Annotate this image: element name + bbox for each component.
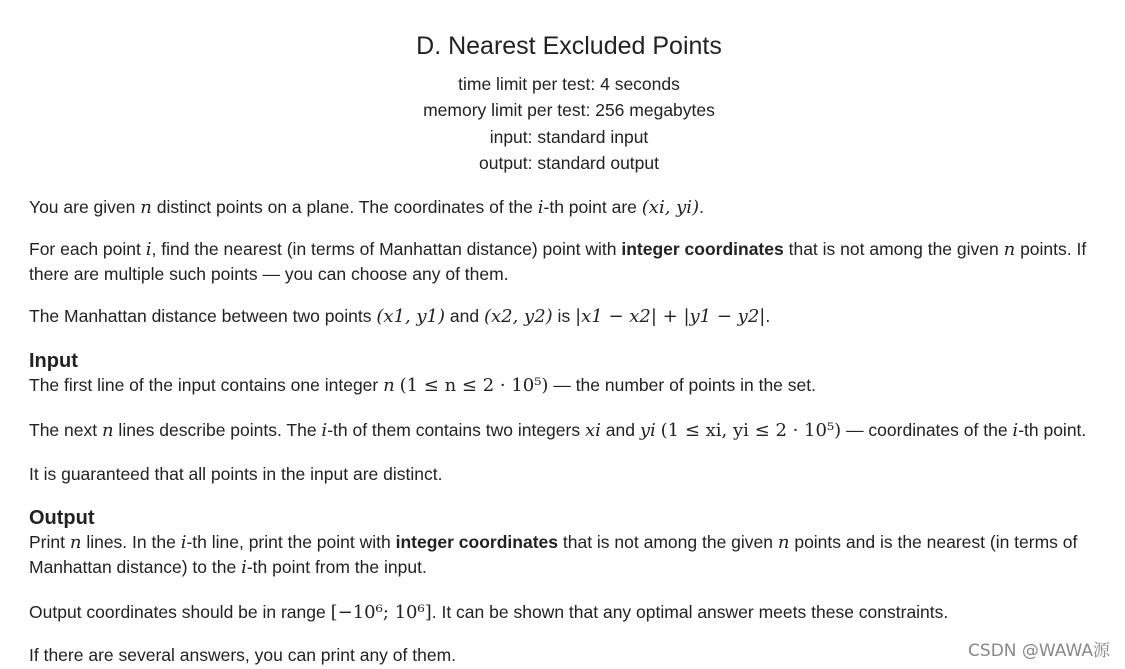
output-paragraph-1: Print n lines. In the i-th line, print the point with integer coordinates that is not among the given n points and is the nearest (in terms of Manhattan distance) to the i-th point from the input. xyxy=(29,532,1078,579)
input-paragraph-2: The next n lines describe points. The i-th of them contains two integers xi and yi (1 ≤ xi, yi ≤ 2 · 10⁵) — coordinates of the i-th point. xyxy=(29,420,1087,442)
statement-paragraph-3: The Manhattan distance between two points (x1, y1) and (x2, y2) is |x1 − x2| + |y1 − y2|. xyxy=(29,306,771,328)
math-xi: xi xyxy=(584,420,601,442)
math-n: n xyxy=(777,532,790,554)
problem-limits xyxy=(29,71,1109,176)
math-n: n xyxy=(69,532,82,554)
input-file: input: standard input xyxy=(489,126,649,147)
input-paragraph-1: The first line of the input contains one integer n (1 ≤ n ≤ 2 · 10⁵) — the number of points in the set. xyxy=(29,375,816,397)
bold-integer-coordinates: integer coordinates xyxy=(621,239,784,260)
math-manhattan-formula: |x1 − x2| + |y1 − y2| xyxy=(575,306,766,328)
math-n: n xyxy=(383,375,395,397)
math-point-2: (x2, y2) xyxy=(483,306,553,328)
math-n: n xyxy=(101,420,114,442)
output-heading: Output xyxy=(29,507,95,530)
statement-paragraph-1: You are given n distinct points on a plane. The coordinates of the i-th point are (xi, yi). xyxy=(29,197,704,219)
output-paragraph-3: If there are several answers, you can print any of them. xyxy=(29,645,457,666)
bold-integer-coordinates: integer coordinates xyxy=(395,532,558,553)
math-n-constraint: (1 ≤ n ≤ 2 · 10⁵) xyxy=(399,375,549,397)
math-point-1: (x1, y1) xyxy=(376,306,446,328)
output-file: output: standard output xyxy=(479,152,659,173)
time-limit: time limit per test: 4 seconds xyxy=(458,74,680,94)
math-output-range: [−10⁶; 10⁶] xyxy=(330,602,432,624)
input-paragraph-3: It is guaranteed that all points in the input are distinct. xyxy=(29,464,443,485)
math-yi: yi xyxy=(639,420,656,442)
math-i: i xyxy=(145,239,152,261)
math-i: i xyxy=(537,197,544,219)
math-i: i xyxy=(241,557,247,579)
statement-paragraph-2: For each point i, find the nearest (in terms of Manhattan distance) point with integer coordinates that is not among the given n points. If there are multiple such points — you can choose any of them. xyxy=(29,239,1087,285)
input-heading: Input xyxy=(29,350,78,373)
problem-title: D. Nearest Excluded Points xyxy=(416,32,722,60)
math-n: n xyxy=(1003,239,1016,261)
output-paragraph-2: Output coordinates should be in range [−10⁶; 10⁶]. It can be shown that any optimal answer meets these constraints. xyxy=(29,602,949,624)
problem-statement xyxy=(29,0,1109,667)
math-i: i xyxy=(321,420,328,442)
math-coordinate-constraint: (1 ≤ xi, yi ≤ 2 · 10⁵) xyxy=(660,420,842,442)
math-point-coordinates: (xi, yi) xyxy=(641,197,700,219)
memory-limit: memory limit per test: 256 megabytes xyxy=(423,100,715,121)
csdn-watermark: CSDN @WAWA源 xyxy=(968,641,1110,661)
math-i: i xyxy=(1012,420,1019,442)
math-n: n xyxy=(140,197,152,219)
math-i: i xyxy=(180,532,187,554)
